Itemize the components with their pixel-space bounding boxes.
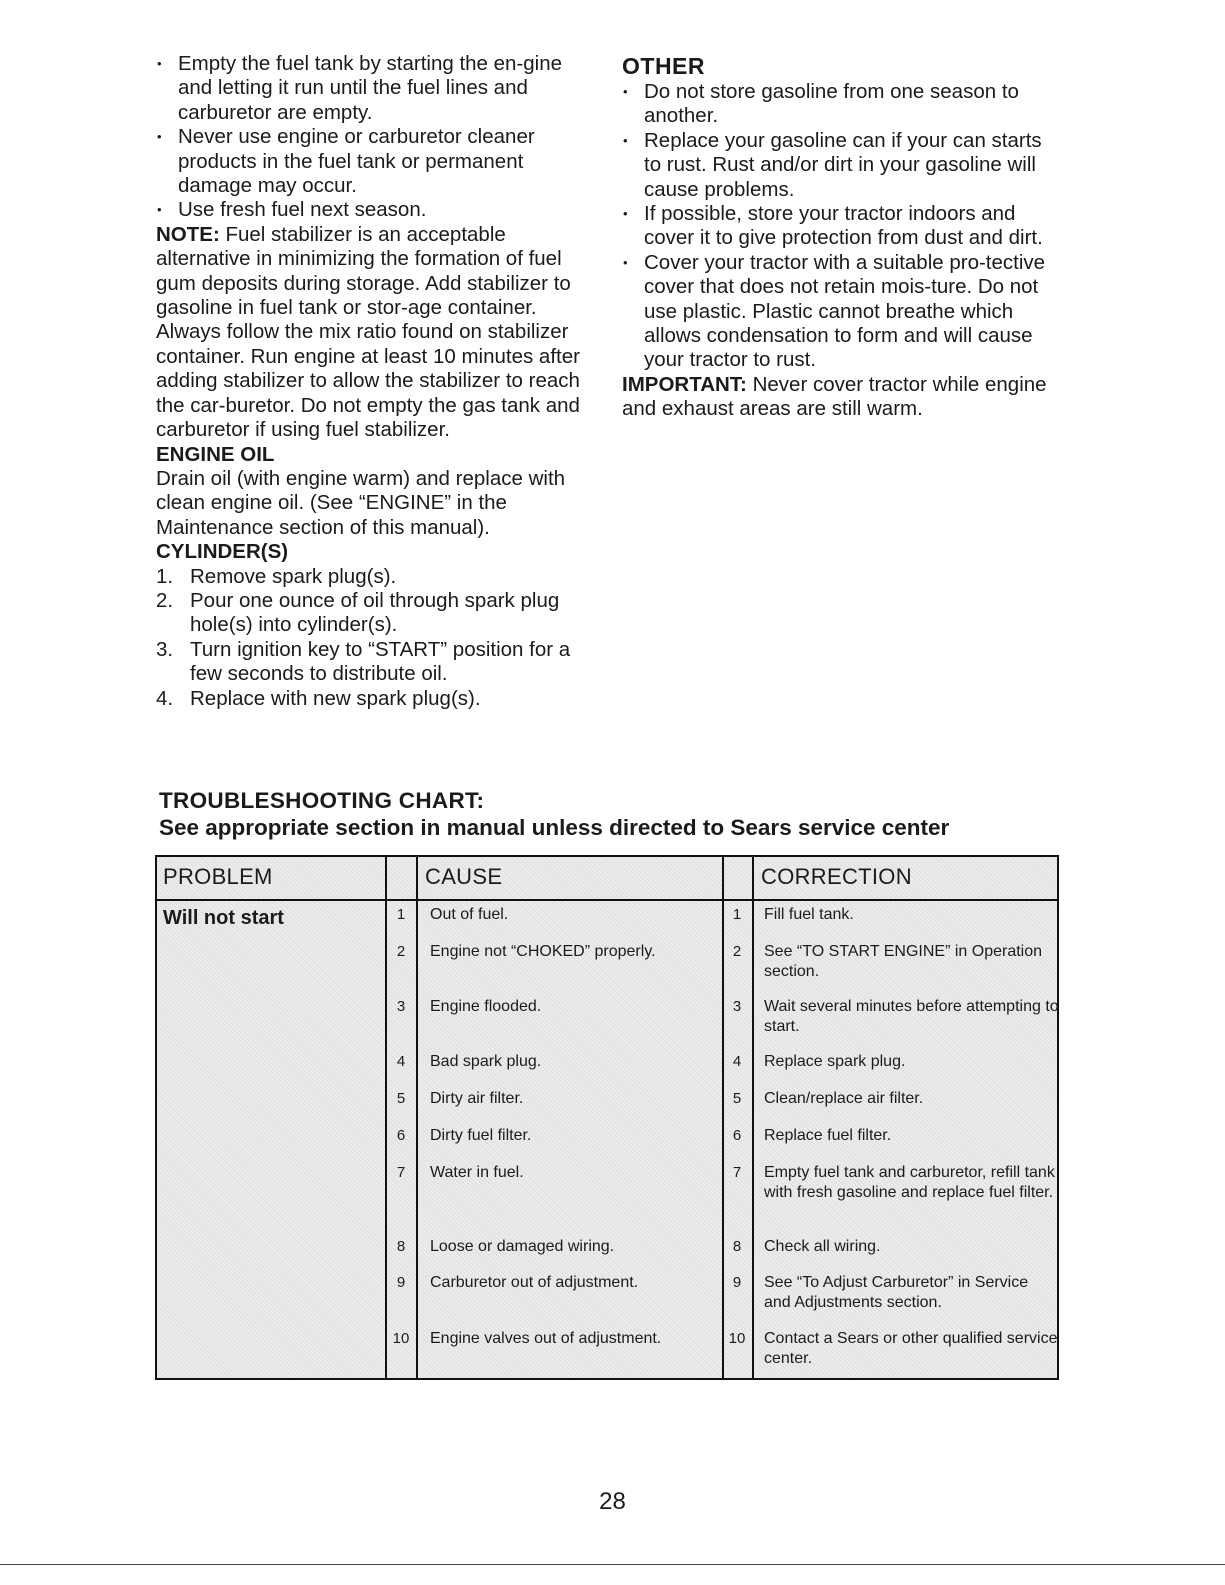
header-correction: CORRECTION — [761, 864, 912, 889]
cause-text: Out of fuel. — [430, 906, 509, 923]
bottom-rule — [0, 1564, 1225, 1565]
troubleshooting-title: TROUBLESHOOTING CHART: — [159, 788, 485, 813]
correction-number: 3 — [732, 998, 742, 1015]
correction-text: Replace fuel filter. — [764, 1127, 892, 1144]
step-text: Remove spark plug(s). — [190, 564, 397, 588]
bullet-item: • Do not store gasoline from one season to another. — [622, 80, 1062, 129]
cause-number: 4 — [396, 1053, 406, 1070]
cause-number: 9 — [396, 1274, 406, 1291]
bullet-item: • Replace your gasoline can if your can starts to rust. Rust and/or dirt in your gasoline will cause problems. — [622, 129, 1062, 202]
bullet-item: • If possible, store your tractor indoors and cover it to give protection from dust and dirt. — [622, 202, 1062, 251]
correction-text: Wait several minutes before attempting to start. — [764, 998, 1059, 1035]
correction-number: 8 — [732, 1238, 742, 1255]
cause-number: 5 — [396, 1090, 406, 1107]
cause-number: 1 — [396, 906, 406, 923]
cylinders-heading: CYLINDER(S) — [156, 540, 289, 564]
engine-oil-heading: ENGINE OIL — [156, 442, 275, 466]
correction-text: Empty fuel tank and carburetor, refill tank with fresh gasoline and replace fuel filter. — [764, 1164, 1055, 1201]
important-paragraph — [622, 373, 1062, 422]
correction-number: 2 — [732, 943, 742, 960]
troubleshooting-subtitle: See appropriate section in manual unless directed to Sears service center — [159, 815, 950, 840]
cause-text: Carburetor out of adjustment. — [430, 1274, 639, 1291]
bullet-item: • Never use engine or carburetor cleaner products in the fuel tank or permanent damage may occur. — [156, 125, 596, 198]
step-number: 4. — [156, 686, 174, 710]
note-text: Fuel stabilizer is an acceptable alternative in minimizing the formation of fuel gum deposits during storage. Add stabilizer to gasoline in fuel tank or stor-age container. Always follow the mix ratio found on stabilizer container. Run engine at least 10 minutes after adding stabilizer to allow the stabilizer to reach the car-buretor. Do not empty the gas tank and carburetor if using fuel stabilizer. — [156, 222, 580, 442]
step-number: 1. — [156, 564, 174, 588]
cause-number: 6 — [396, 1127, 406, 1144]
problem-cell: Will not start — [163, 907, 284, 929]
header-divider — [157, 899, 1057, 901]
column-divider — [752, 857, 754, 1378]
correction-text: Contact a Sears or other qualified service center. — [764, 1330, 1058, 1367]
header-problem: PROBLEM — [163, 864, 273, 889]
page-number: 28 — [599, 1488, 626, 1515]
correction-text: Check all wiring. — [764, 1238, 881, 1255]
engine-oil-text: Drain oil (with engine warm) and replace with clean engine oil. (See “ENGINE” in the Maintenance section of this manual). — [156, 466, 566, 539]
column-divider — [722, 857, 724, 1378]
other-heading: OTHER — [622, 53, 705, 79]
column-divider — [416, 857, 418, 1378]
step-item — [156, 687, 596, 711]
correction-number: 5 — [732, 1090, 742, 1107]
right-column — [622, 52, 1062, 422]
step-item — [156, 565, 596, 589]
correction-text: Fill fuel tank. — [764, 906, 854, 923]
correction-text: Replace spark plug. — [764, 1053, 906, 1070]
correction-number: 1 — [732, 906, 742, 923]
bullet-item: • Cover your tractor with a suitable pro-tective cover that does not retain mois-ture. Do not use plastic. Plastic cannot breathe which allows condensation to form and will cause your tractor to rust. — [622, 251, 1062, 373]
correction-text: See “To Adjust Carburetor” in Service and Adjustments section. — [764, 1274, 1029, 1311]
correction-number: 4 — [732, 1053, 742, 1070]
step-text: Pour one ounce of oil through spark plug hole(s) into cylinder(s). — [190, 588, 560, 637]
troubleshooting-table — [155, 855, 1059, 1380]
bullet-item: • Use fresh fuel next season. — [156, 198, 596, 222]
correction-number: 9 — [732, 1274, 742, 1291]
step-number: 3. — [156, 637, 174, 661]
cause-number: 8 — [396, 1238, 406, 1255]
step-text: Turn ignition key to “START” position for a few seconds to distribute oil. — [190, 637, 571, 686]
cause-text: Engine not “CHOKED” properly. — [430, 943, 656, 960]
cause-text: Loose or damaged wiring. — [430, 1238, 615, 1255]
cause-number: 10 — [392, 1330, 410, 1347]
cause-number: 3 — [396, 998, 406, 1015]
step-number: 2. — [156, 588, 174, 612]
cause-text: Engine flooded. — [430, 998, 542, 1015]
step-item — [156, 638, 596, 687]
note-paragraph — [156, 223, 596, 443]
cause-text: Engine valves out of adjustment. — [430, 1330, 662, 1347]
bullet-item: • Empty the fuel tank by starting the en-gine and letting it run until the fuel lines and carburetor are empty. — [156, 52, 596, 125]
step-item — [156, 589, 596, 638]
cause-text: Dirty air filter. — [430, 1090, 524, 1107]
correction-text: Clean/replace air filter. — [764, 1090, 924, 1107]
important-text: Never cover tractor while engine and exhaust areas are still warm. — [622, 372, 1047, 421]
cause-number: 2 — [396, 943, 406, 960]
correction-number: 6 — [732, 1127, 742, 1144]
header-cause: CAUSE — [425, 864, 503, 889]
left-column — [156, 52, 596, 711]
step-text: Replace with new spark plug(s). — [190, 686, 481, 710]
cause-text: Water in fuel. — [430, 1164, 524, 1181]
correction-number: 10 — [728, 1330, 746, 1347]
column-divider — [385, 857, 387, 1378]
correction-number: 7 — [732, 1164, 742, 1181]
cause-text: Bad spark plug. — [430, 1053, 542, 1070]
cause-text: Dirty fuel filter. — [430, 1127, 532, 1144]
important-label: IMPORTANT: — [622, 372, 747, 396]
correction-text: See “TO START ENGINE” in Operation section. — [764, 943, 1043, 980]
cause-number: 7 — [396, 1164, 406, 1181]
note-label: NOTE: — [156, 222, 220, 246]
